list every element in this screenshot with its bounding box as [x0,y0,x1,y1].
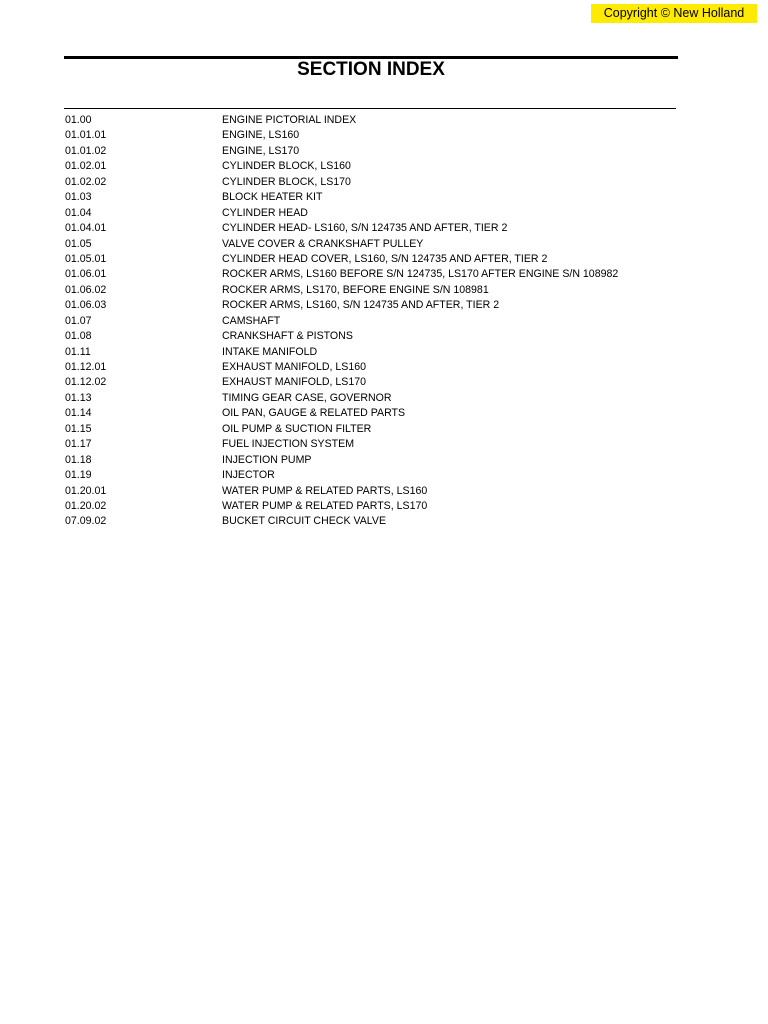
index-row[interactable] [65,514,755,529]
section-number: 01.08 [65,330,92,343]
section-number: 01.13 [65,391,92,404]
section-number: 01.01.01 [65,129,107,142]
index-row[interactable] [65,329,755,344]
index-row[interactable] [65,128,755,143]
section-title: CYLINDER HEAD [222,206,308,219]
section-number: 01.11 [65,345,91,358]
section-title: BLOCK HEATER KIT [222,191,323,204]
section-title: INJECTION PUMP [222,453,312,466]
index-row[interactable] [65,499,755,514]
section-title: CRANKSHAFT & PISTONS [222,330,353,343]
section-title: WATER PUMP & RELATED PARTS, LS160 [222,484,428,497]
index-row[interactable] [65,314,755,329]
section-number: 01.04 [65,206,92,219]
index-row[interactable] [65,422,755,437]
section-title: CAMSHAFT [222,314,281,327]
index-row[interactable] [65,267,755,282]
title-bottom-rule [64,108,676,109]
copyright-badge: Copyright © New Holland [591,4,757,23]
section-title: TIMING GEAR CASE, GOVERNOR [222,391,392,404]
index-row[interactable] [65,468,755,483]
index-row[interactable] [65,237,755,252]
section-number: 01.02.02 [65,175,107,188]
section-number: 01.19 [65,469,92,482]
section-title: WATER PUMP & RELATED PARTS, LS170 [222,499,428,512]
index-row[interactable] [65,375,755,390]
index-row[interactable] [65,391,755,406]
section-number: 01.03 [65,191,92,204]
index-row[interactable] [65,406,755,421]
index-row[interactable] [65,252,755,267]
section-index-list [65,113,755,530]
section-title: EXHAUST MANIFOLD, LS170 [222,376,367,389]
section-title: VALVE COVER & CRANKSHAFT PULLEY [222,237,424,250]
index-row[interactable] [65,190,755,205]
section-title: BUCKET CIRCUIT CHECK VALVE [222,515,387,528]
section-title: INTAKE MANIFOLD [222,345,318,358]
index-row[interactable] [65,298,755,313]
section-number: 01.12.01 [65,361,107,373]
section-number: 01.05 [65,237,92,250]
index-row[interactable] [65,484,755,499]
section-number: 01.17 [65,438,92,451]
section-title: ROCKER ARMS, LS160, S/N 124735 AND AFTER, TIER 2 [222,299,500,312]
section-number: 01.04.01 [65,222,107,235]
section-number: 01.12.02 [65,376,107,389]
section-number: 01.00 [65,114,92,126]
section-number: 01.06.02 [65,283,107,296]
index-row[interactable] [65,144,755,159]
index-row[interactable] [65,175,755,190]
section-title: OIL PUMP & SUCTION FILTER [222,422,372,435]
section-number: 01.06.03 [65,299,107,312]
index-row[interactable] [65,453,755,468]
section-title: CYLINDER HEAD- LS160, S/N 124735 AND AFTER, TIER 2 [222,222,508,235]
section-title: CYLINDER HEAD COVER, LS160, S/N 124735 AND AFTER, TIER 2 [222,252,548,265]
section-title: EXHAUST MANIFOLD, LS160 [222,361,367,373]
section-title: ENGINE, LS160 [222,129,300,142]
section-title: ENGINE, LS170 [222,144,300,157]
section-number: 01.06.01 [65,268,107,281]
section-title: CYLINDER BLOCK, LS170 [222,175,351,188]
section-title: INJECTOR [222,469,275,482]
section-number: 01.07 [65,314,92,327]
page-title: SECTION INDEX [297,59,445,80]
section-number: 01.01.02 [65,144,107,157]
section-title: ROCKER ARMS, LS160 BEFORE S/N 124735, LS170 AFTER ENGINE S/N 108982 [222,268,619,281]
index-row[interactable] [65,221,755,236]
index-row[interactable] [65,437,755,452]
section-title: ENGINE PICTORIAL INDEX [222,114,357,126]
index-row[interactable] [65,283,755,298]
section-number: 01.05.01 [65,252,107,265]
section-number: 01.18 [65,453,92,466]
section-title: FUEL INJECTION SYSTEM [222,438,355,451]
section-number: 01.15 [65,422,92,435]
index-row[interactable] [65,113,755,128]
section-title: OIL PAN, GAUGE & RELATED PARTS [222,407,406,420]
index-row[interactable] [65,206,755,221]
index-row[interactable] [65,159,755,174]
section-number: 07.09.02 [65,515,107,528]
section-title: ROCKER ARMS, LS170, BEFORE ENGINE S/N 108981 [222,283,489,296]
section-number: 01.02.01 [65,160,107,173]
section-number: 01.20.02 [65,499,107,512]
index-row[interactable] [65,345,755,360]
index-row[interactable] [65,360,755,375]
section-number: 01.14 [65,407,92,420]
section-title: CYLINDER BLOCK, LS160 [222,160,351,173]
section-number: 01.20.01 [65,484,107,497]
